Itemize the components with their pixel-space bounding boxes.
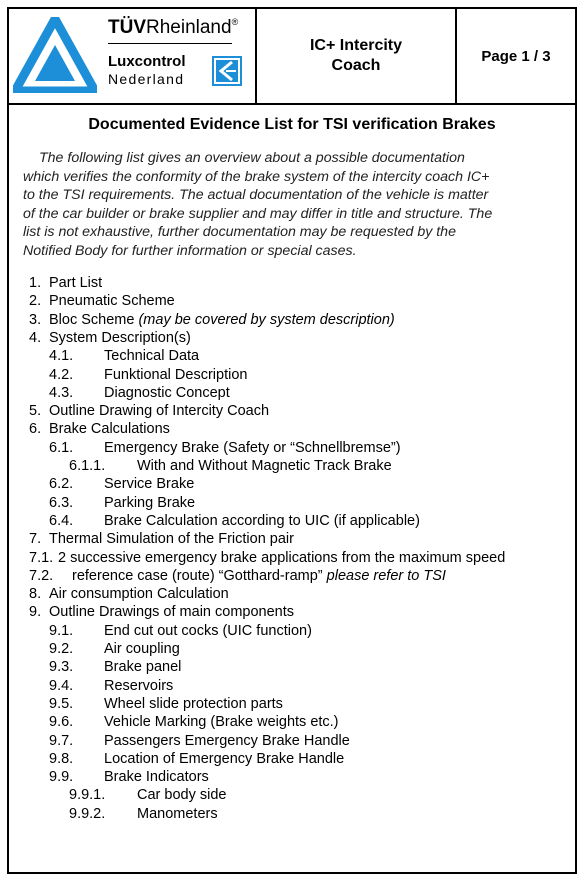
list-item-text [104, 732, 350, 750]
list-item-number: 9.2. [49, 641, 74, 657]
list-item-label: Emergency Brake (Safety or “Schnellbremse”) [104, 439, 401, 456]
list-item-text [104, 347, 199, 365]
list-item-number: 5. [29, 403, 42, 420]
list-item-number: 8. [29, 586, 42, 603]
list-item-label: With and Without Magnetic Track Brake [137, 458, 392, 474]
list-item-number: 1. [29, 275, 42, 291]
list-item-label: Diagnostic Concept [104, 384, 230, 401]
document-frame [7, 7, 577, 874]
list-item-text [49, 274, 102, 292]
list-item-number: 9.7. [49, 732, 74, 749]
document-header [9, 9, 575, 105]
list-item-text [58, 549, 505, 567]
list-item-number: 9.4. [49, 677, 74, 694]
list-item-text [49, 329, 191, 347]
list-item-label: Brake panel [104, 659, 182, 676]
list-item-text [49, 585, 229, 603]
luxcontrol-logo-icon [212, 56, 242, 86]
list-item-text [104, 366, 247, 384]
list-item-label: Vehicle Marking (Brake weights etc.) [104, 714, 339, 731]
intro-line: to the TSI requirements. The actual documentation of the vehicle is matter [23, 187, 489, 204]
list-item-text [104, 439, 401, 457]
list-item-text [137, 786, 226, 804]
list-item-label: Service Brake [104, 476, 195, 493]
list-item-label: Location of Emergency Brake Handle [104, 750, 345, 767]
list-item-label: Reservoirs [104, 677, 174, 694]
header-title [257, 9, 457, 103]
list-item-number: 9.6. [49, 714, 74, 731]
list-item-label: Thermal Simulation of the Friction pair [49, 531, 294, 548]
list-item-number: 7.1. [29, 549, 54, 566]
list-item-text [104, 494, 195, 512]
list-item-label: Manometers [137, 805, 218, 822]
list-item-label: Brake Calculation according to UIC (if applicable) [104, 512, 420, 529]
list-item-note: please refer to TSI [326, 567, 446, 584]
list-item-number: 6.4. [49, 512, 74, 529]
list-item-text [137, 457, 392, 475]
list-item-note: (may be covered by system description) [138, 311, 395, 328]
list-item-number: 4.3. [49, 384, 74, 401]
list-item-text [104, 384, 230, 402]
list-item-number: 4.1. [49, 348, 74, 365]
list-item-number: 9.8. [49, 750, 74, 767]
list-item-label: Brake Calculations [49, 421, 170, 438]
list-item-text [104, 622, 312, 640]
list-item-label: Outline Drawings of main components [49, 604, 295, 621]
header-title-line1: IC+ Intercity [309, 37, 403, 54]
header-title-line2: Coach [331, 57, 381, 74]
document-title: Documented Evidence List for TSI verification Brakes [88, 116, 496, 133]
list-item-number: 7.2. [29, 567, 54, 584]
list-item-label: 2 successive emergency brake applications from the maximum speed [58, 549, 506, 566]
intro-line: The following list gives an overview about a possible documentation [39, 150, 465, 166]
list-item-number: 9. [29, 604, 42, 621]
list-item-number: 9.9. [49, 769, 74, 786]
list-item-number: 9.5. [49, 695, 74, 712]
list-item-label: End cut out cocks (UIC function) [104, 622, 312, 639]
list-item-text [49, 420, 170, 438]
list-item-text [49, 292, 175, 310]
intro-line: which verifies the conformity of the brake system of the intercity coach IC+ [23, 168, 490, 185]
list-item-text [104, 512, 420, 530]
list-item-text [104, 658, 181, 676]
brand-divider [108, 43, 232, 44]
list-item-label: reference case (route) “Gotthard-ramp” [72, 567, 327, 584]
list-item-label: Air coupling [104, 641, 180, 657]
luxcontrol-text: Luxcontrol [108, 53, 186, 70]
list-item-number: 4.2. [49, 366, 74, 383]
list-item-label: System Description(s) [49, 329, 191, 346]
list-item-label: Technical Data [104, 348, 200, 365]
list-item-label: Air consumption Calculation [49, 586, 229, 603]
list-item-number: 9.1. [49, 622, 74, 639]
list-item-label: Brake Indicators [104, 769, 209, 786]
list-item-number: 6. [29, 421, 42, 438]
list-item-label: Passengers Emergency Brake Handle [104, 732, 350, 749]
list-item-label: Funktional Description [104, 366, 248, 383]
list-item-text [104, 695, 283, 713]
list-item-text [72, 567, 446, 585]
list-item-label: Parking Brake [104, 494, 196, 511]
list-item-number: 7. [29, 531, 42, 548]
list-item-text [104, 677, 173, 695]
list-item-text [104, 640, 180, 658]
list-item-text [104, 750, 344, 768]
page-indicator: Page 1 / 3 [481, 47, 551, 65]
intro-paragraph [23, 149, 563, 261]
list-item-number: 9.3. [49, 659, 74, 676]
list-item-text [49, 311, 395, 329]
list-item-text [104, 713, 339, 731]
list-item-text [49, 530, 294, 548]
list-item-label: Car body side [137, 787, 227, 804]
list-item-text [49, 603, 294, 621]
list-item-label: Wheel slide protection parts [104, 695, 283, 712]
intro-line: Notified Body for further information or special cases. [23, 242, 357, 259]
list-item-text [104, 768, 209, 786]
list-item-number: 4. [29, 329, 42, 346]
list-item-number: 6.2. [49, 476, 74, 493]
list-item-label: Part List [49, 275, 103, 291]
intro-line: of the car builder or brake supplier and may differ in title and structure. The [23, 205, 493, 222]
list-item-label: Bloc Scheme [49, 311, 139, 328]
list-item-text [137, 805, 218, 823]
nederland-text: Nederland [108, 71, 185, 87]
logo-cell [9, 9, 257, 103]
list-item-number: 6.3. [49, 494, 74, 511]
tuv-brand: TÜVRheinland® [108, 16, 239, 38]
list-item-label: Outline Drawing of Intercity Coach [49, 403, 270, 420]
list-item-number: 2. [29, 293, 42, 310]
tuv-triangle-logo-icon [13, 17, 97, 93]
intro-line: list is not exhaustive, further documentation may be requested by the [23, 224, 456, 241]
list-item-text [49, 402, 269, 420]
list-item-number: 3. [29, 311, 42, 328]
list-item-text [104, 475, 194, 493]
list-item-number: 6.1. [49, 439, 74, 456]
list-item-label: Pneumatic Scheme [49, 293, 175, 310]
list-item-number: 6.1.1. [69, 458, 106, 474]
list-item-number: 9.9.2. [69, 805, 106, 822]
list-item-number: 9.9.1. [69, 787, 106, 804]
